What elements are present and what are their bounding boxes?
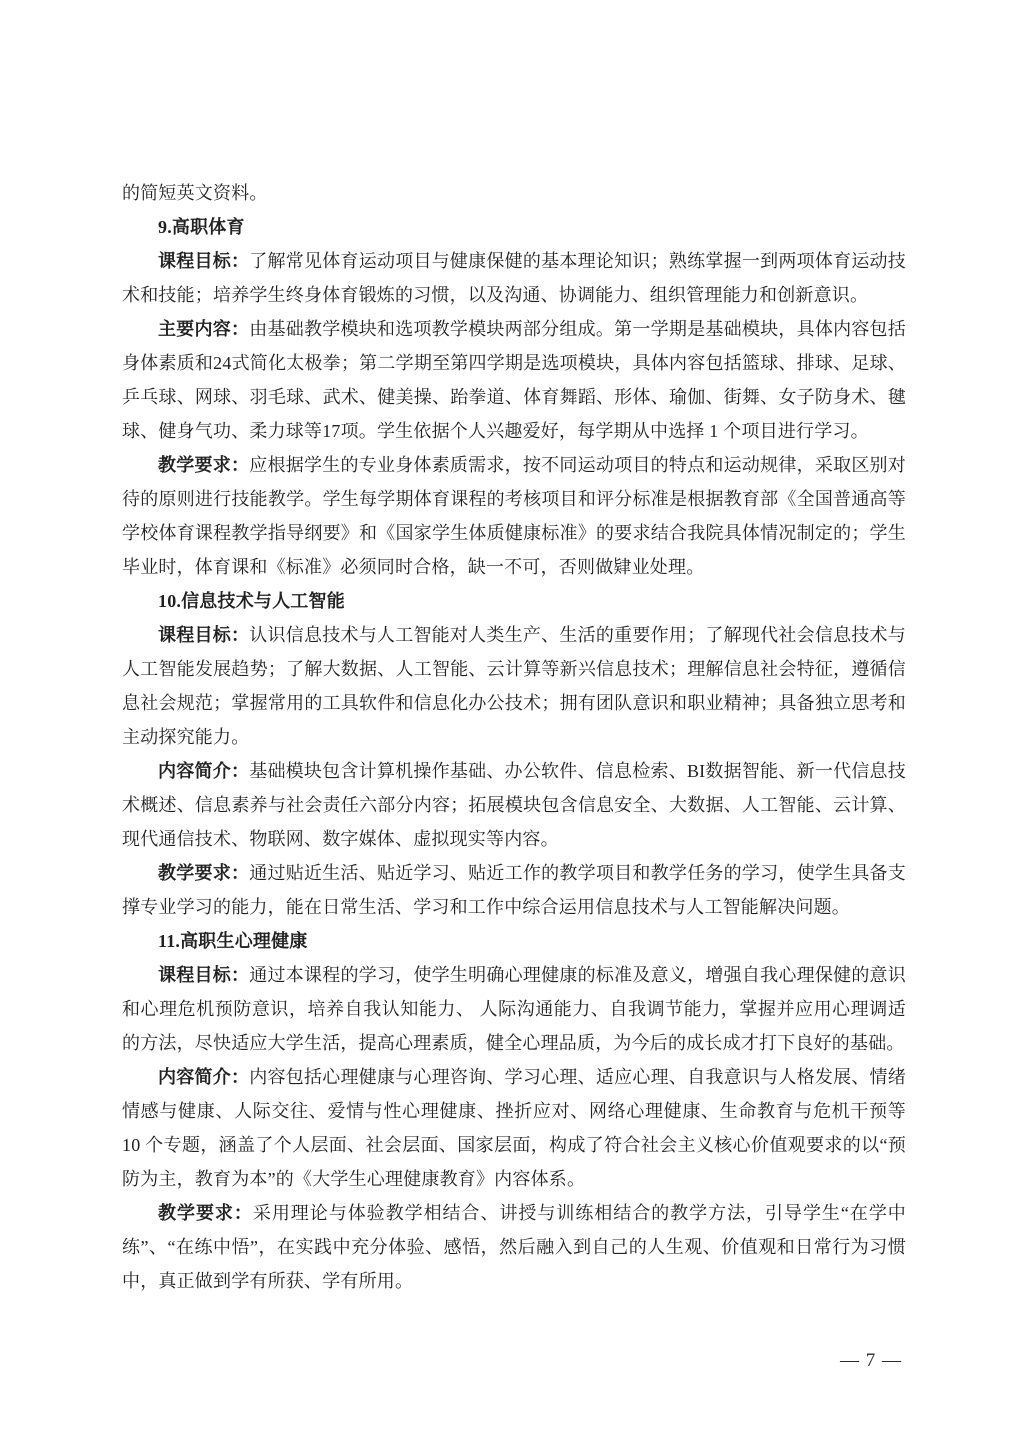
paragraph-course-goal-11 [122,958,906,1060]
paragraph-course-goal-10 [122,618,906,754]
paragraph-label: 主要内容： [158,319,250,339]
paragraph-teaching-req-9 [122,448,906,584]
document-body [122,176,906,1298]
paragraph-course-goal-9 [122,244,906,312]
section-heading-9 [122,210,906,244]
paragraph-text: 基础模块包含计算机操作基础、办公软件、信息检索、BI数据智能、新一代信息技术概述、信息素养与社会责任六部分内容；拓展模块包含信息安全、大数据、人工智能、云计算、现代通信技术、物联网、数字媒体、虚拟现实等内容。 [122,761,906,849]
paragraph-text: 由基础教学模块和选项教学模块两部分组成。第一学期是基础模块，具体内容包括身体素质和24式简化太极拳；第二学期至第四学期是选项模块，具体内容包括篮球、排球、足球、乒乓球、网球、羽毛球、武术、健美操、跆拳道、体育舞蹈、形体、瑜伽、街舞、女子防身术、毽球、健身气功、柔力球等17项。学生依据个人兴趣爱好，每学期从中选择 1 个项目进行学习。 [122,319,907,441]
paragraph-label: 内容简介： [158,1067,250,1087]
paragraph-main-content-9 [122,312,906,448]
paragraph-label: 教学要求： [158,455,250,475]
paragraph-text: 认识信息技术与人工智能对人类生产、生活的重要作用；了解现代社会信息技术与人工智能发展趋势；了解大数据、人工智能、云计算等新兴信息技术；理解信息社会特征，遵循信息社会规范；掌握常用的工具软件和信息化办公技术；拥有团队意识和职业精神；具备独立思考和主动探究能力。 [122,625,907,747]
paragraph-label: 教学要求： [158,1203,253,1223]
section-heading-10 [122,584,906,618]
paragraph-text: 的简短英文资料。 [122,183,268,203]
paragraph-teaching-req-10 [122,856,906,924]
paragraph-text: 采用理论与体验教学相结合、讲授与训练相结合的教学方法，引导学生“在学中练”、“在练中悟”，在实践中充分体验、感悟，然后融入到自己的人生观、价值观和日常行为习惯中，真正做到学有所获、学有所用。 [122,1203,906,1291]
paragraph-text: 应根据学生的专业身体素质需求，按不同运动项目的特点和运动规律，采取区别对待的原则进行技能教学。学生每学期体育课程的考核项目和评分标准是根据教育部《全国普通高等学校体育课程教学指导纲要》和《国家学生体质健康标准》的要求结合我院具体情况制定的；学生毕业时，体育课和《标准》必须同时合格，缺一不可，否则做肄业处理。 [122,455,907,577]
paragraph-text: 通过贴近生活、贴近学习、贴近工作的教学项目和教学任务的学习，使学生具备支撑专业学习的能力，能在日常生活、学习和工作中综合运用信息技术与人工智能解决问题。 [122,863,907,917]
paragraph-label: 课程目标： [158,625,250,645]
section-heading-11 [122,924,906,958]
heading-text: 10.信息技术与人工智能 [158,591,345,611]
paragraph-content-intro-11 [122,1060,906,1196]
page-number [840,1350,902,1372]
paragraph-text: 通过本课程的学习，使学生明确心理健康的标准及意义，增强自我心理保健的意识和心理危机预防意识，培养自我认知能力、 人际沟通能力、自我调节能力，掌握并应用心理调适的方法，尽快适应大学生活，提高心理素质，健全心理品质，为今后的成长成才打下良好的基础。 [122,965,907,1053]
heading-text: 11.高职生心理健康 [158,931,308,951]
paragraph-text: 了解常见体育运动项目与健康保健的基本理论知识；熟练掌握一到两项体育运动技术和技能；培养学生终身体育锻炼的习惯，以及沟通、协调能力、组织管理能力和创新意识。 [122,251,907,305]
paragraph-teaching-req-11 [122,1196,906,1298]
heading-text: 9.高职体育 [158,217,245,237]
paragraph-label: 教学要求： [158,863,250,883]
paragraph-label: 课程目标： [158,251,250,271]
page-number-text: — 7 — [840,1350,902,1371]
paragraph-label: 课程目标： [158,965,250,985]
paragraph-content-intro-10 [122,754,906,856]
paragraph-label: 内容简介： [158,761,250,781]
paragraph-text: 内容包括心理健康与心理咨询、学习心理、适应心理、自我意识与人格发展、情绪情感与健康、人际交往、爱情与性心理健康、挫折应对、网络心理健康、生命教育与危机干预等 10 个专题，涵盖了个人层面、社会层面、国家层面，构成了符合社会主义核心价值观要求的以“预防为主，教育为本”的《大学生心理健康教育》内容体系。 [122,1067,907,1189]
paragraph-continuation [122,176,906,210]
